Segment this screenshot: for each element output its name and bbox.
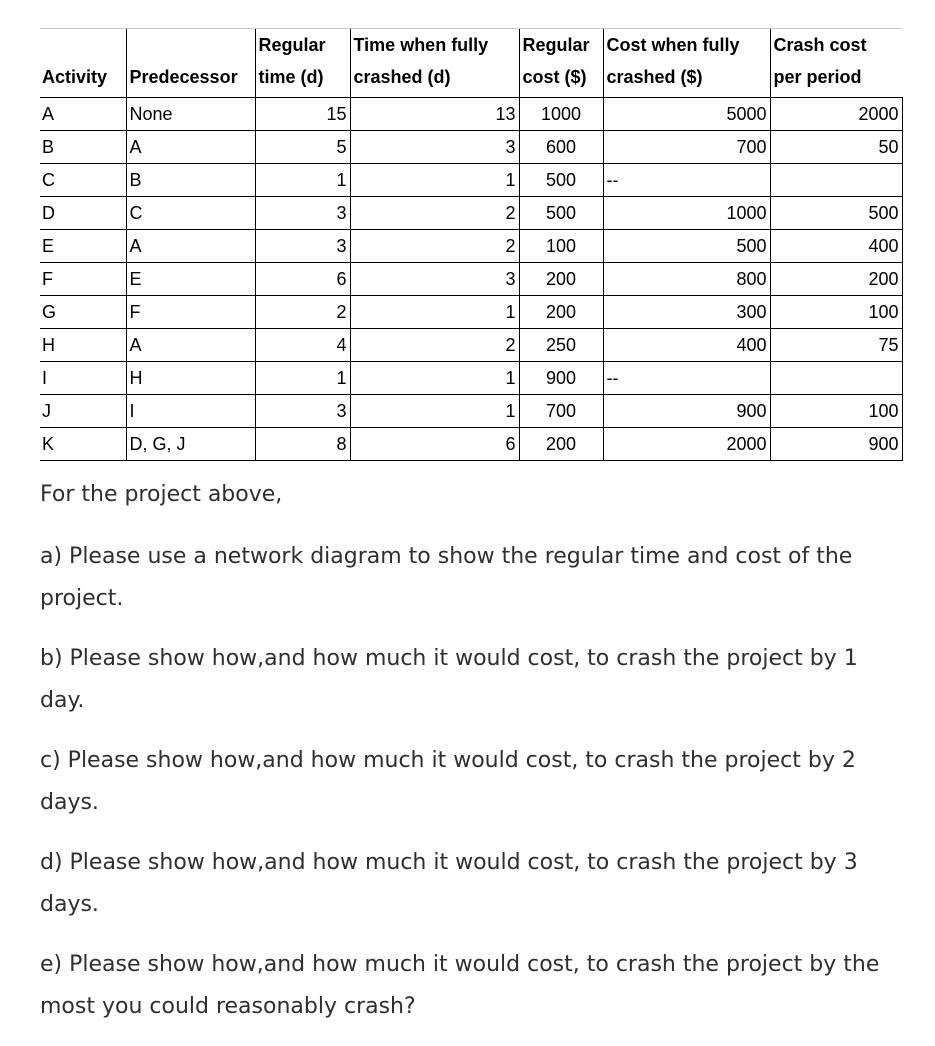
- cell-predecessor: E: [126, 263, 255, 296]
- cell-crashed-time: 6: [350, 428, 519, 461]
- cell-activity: C: [40, 164, 126, 197]
- cell-crashed-cost: 400: [603, 329, 770, 362]
- header-regular-time: Regular time (d): [255, 29, 350, 98]
- cell-predecessor: None: [126, 98, 255, 131]
- cell-predecessor: I: [126, 395, 255, 428]
- cell-predecessor: C: [126, 197, 255, 230]
- cell-regular-cost: 250: [519, 329, 603, 362]
- cell-predecessor: F: [126, 296, 255, 329]
- cell-regular-cost: 600: [519, 131, 603, 164]
- cell-activity: A: [40, 98, 126, 131]
- table-row: [40, 164, 902, 197]
- cell-activity: D: [40, 197, 126, 230]
- question-b: b) Please show how,and how much it would cost, to crash the project by 1 day.: [40, 646, 858, 713]
- cell-crashed-cost: --: [603, 164, 770, 197]
- header-crash-cost-per-period: Crash cost per period: [770, 29, 902, 98]
- cell-crash-cost-per-period: 75: [770, 329, 902, 362]
- cell-predecessor: H: [126, 362, 255, 395]
- cell-crash-cost-per-period: 200: [770, 263, 902, 296]
- cell-regular-time: 3: [255, 395, 350, 428]
- cell-activity: J: [40, 395, 126, 428]
- cell-regular-time: 4: [255, 329, 350, 362]
- cell-crashed-cost: 700: [603, 131, 770, 164]
- cell-predecessor: B: [126, 164, 255, 197]
- cell-crashed-cost: 5000: [603, 98, 770, 131]
- table-row: [40, 263, 902, 296]
- cell-regular-time: 5: [255, 131, 350, 164]
- cell-crashed-time: 1: [350, 362, 519, 395]
- cell-predecessor: D, G, J: [126, 428, 255, 461]
- cell-crash-cost-per-period: 500: [770, 197, 902, 230]
- cell-regular-time: 6: [255, 263, 350, 296]
- table-row: [40, 131, 902, 164]
- table-row: [40, 395, 902, 428]
- cell-regular-time: 2: [255, 296, 350, 329]
- cell-crash-cost-per-period: [770, 362, 902, 395]
- question-e: e) Please show how,and how much it would cost, to crash the project by the most you could reasonably crash?: [40, 952, 880, 1019]
- cell-regular-time: 8: [255, 428, 350, 461]
- cell-crashed-cost: 300: [603, 296, 770, 329]
- header-activity: Activity: [40, 29, 126, 98]
- header-crashed-time: Time when fully crashed (d): [350, 29, 519, 98]
- cell-crashed-cost: 800: [603, 263, 770, 296]
- cell-predecessor: A: [126, 230, 255, 263]
- cell-activity: H: [40, 329, 126, 362]
- cell-regular-cost: 500: [519, 197, 603, 230]
- cell-activity: E: [40, 230, 126, 263]
- cell-activity: G: [40, 296, 126, 329]
- header-regular-cost: Regular cost ($): [519, 29, 603, 98]
- cell-crashed-cost: 1000: [603, 197, 770, 230]
- cell-regular-cost: 900: [519, 362, 603, 395]
- cell-regular-cost: 1000: [519, 98, 603, 131]
- cell-activity: B: [40, 131, 126, 164]
- questions-section: [40, 474, 900, 1046]
- cell-regular-cost: 200: [519, 428, 603, 461]
- cell-crashed-time: 13: [350, 98, 519, 131]
- cell-crash-cost-per-period: 50: [770, 131, 902, 164]
- cell-crashed-time: 1: [350, 296, 519, 329]
- header-crashed-cost: Cost when fully crashed ($): [603, 29, 770, 98]
- cell-regular-time: 15: [255, 98, 350, 131]
- cell-predecessor: A: [126, 131, 255, 164]
- question-c: c) Please show how,and how much it would cost, to crash the project by 2 days.: [40, 748, 856, 815]
- cell-crashed-time: 3: [350, 131, 519, 164]
- cell-regular-cost: 700: [519, 395, 603, 428]
- cell-regular-cost: 100: [519, 230, 603, 263]
- cell-regular-cost: 200: [519, 296, 603, 329]
- cell-activity: I: [40, 362, 126, 395]
- question-d: d) Please show how,and how much it would cost, to crash the project by 3 days.: [40, 850, 858, 917]
- cell-regular-time: 3: [255, 197, 350, 230]
- cell-crashed-cost: 900: [603, 395, 770, 428]
- table-row: [40, 230, 902, 263]
- cell-regular-cost: 200: [519, 263, 603, 296]
- cell-regular-time: 1: [255, 362, 350, 395]
- cell-crash-cost-per-period: 100: [770, 296, 902, 329]
- table-row: [40, 428, 902, 461]
- table-row: [40, 329, 902, 362]
- cell-predecessor: A: [126, 329, 255, 362]
- cell-crash-cost-per-period: 100: [770, 395, 902, 428]
- cell-crashed-cost: 500: [603, 230, 770, 263]
- table-row: [40, 296, 902, 329]
- activity-table: [40, 29, 903, 461]
- cell-regular-time: 1: [255, 164, 350, 197]
- cell-crashed-cost: 2000: [603, 428, 770, 461]
- cell-crashed-time: 3: [350, 263, 519, 296]
- cell-crash-cost-per-period: 400: [770, 230, 902, 263]
- cell-crash-cost-per-period: [770, 164, 902, 197]
- table-header-row: [40, 29, 902, 98]
- table-row: [40, 98, 902, 131]
- questions-intro: For the project above,: [40, 482, 283, 507]
- cell-crashed-cost: --: [603, 362, 770, 395]
- table-row: [40, 362, 902, 395]
- question-a: a) Please use a network diagram to show the regular time and cost of the project.: [40, 544, 853, 611]
- table-row: [40, 197, 902, 230]
- cell-activity: F: [40, 263, 126, 296]
- cell-crash-cost-per-period: 900: [770, 428, 902, 461]
- cell-crashed-time: 2: [350, 230, 519, 263]
- cell-crashed-time: 1: [350, 395, 519, 428]
- cell-activity: K: [40, 428, 126, 461]
- cell-crashed-time: 2: [350, 197, 519, 230]
- cell-regular-time: 3: [255, 230, 350, 263]
- activity-table-container: [40, 28, 902, 461]
- cell-regular-cost: 500: [519, 164, 603, 197]
- cell-crashed-time: 2: [350, 329, 519, 362]
- cell-crashed-time: 1: [350, 164, 519, 197]
- cell-crash-cost-per-period: 2000: [770, 98, 902, 131]
- header-predecessor: Predecessor: [126, 29, 255, 98]
